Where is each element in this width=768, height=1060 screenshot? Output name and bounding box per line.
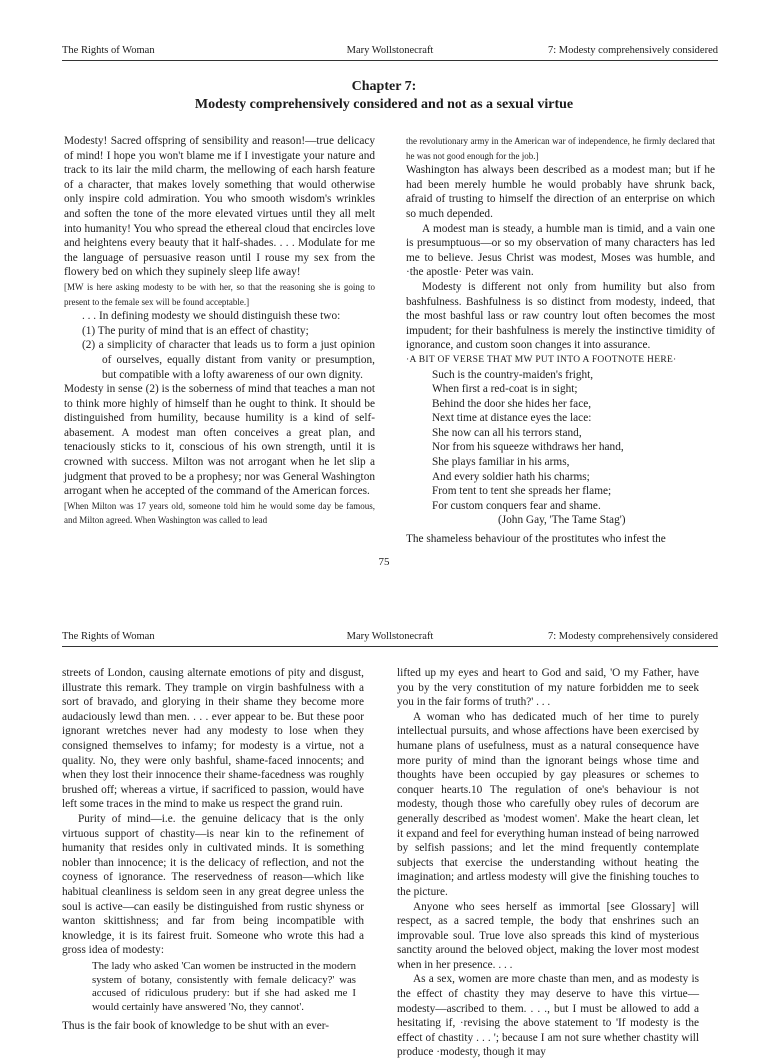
- verse-line: And every soldier hath his charms;: [432, 470, 590, 483]
- list-item: (2) a simplicity of character that leads us to form a just opinion of ourselves, equally distant from vanity or presumption, but compatible with a lofty awareness of our own dignity.: [82, 339, 375, 381]
- paragraph: Thus is the fair book of knowledge to be shut with an ever-: [62, 1020, 330, 1033]
- paragraph: As a sex, women are more chaste than men, and as modesty is the effect of chastity they may deserve to have this virtue—modesty—ascribed to them. . . ., but I must be allowed to add a hesitating if, ·revising the above statement to 'If modesty is the effect of chastity . . . '; because I am not sure whether chastity will produce ·modesty, though it may: [397, 973, 699, 1059]
- verse-line: She plays familiar in his arms,: [432, 456, 570, 469]
- left-column: [62, 666, 364, 1034]
- page-76: [0, 610, 768, 1059]
- page-number: 75: [378, 556, 390, 568]
- editor-note: [MW is here asking modesty to be with her, so that the reasoning she is going to present to the female sex will be found acceptable.]: [64, 281, 375, 307]
- paragraph: A modest man is steady, a humble man is timid, and a vain one is presumptuous—or so my observation of many characters has led me to believe. Jesus Christ was modest, Moses was humble, and ·the apostle· Peter was vain.: [406, 222, 715, 279]
- verse-line: Next time at distance eyes the lace:: [432, 412, 592, 425]
- paragraph: Anyone who sees herself as immortal [see Glossary] will respect, as a sacred temple, the body that enshrines such an improvable soul. True love also spreads this kind of mysterious sanctity around the beloved object, making the lover most modest when in her presence. . . .: [397, 900, 699, 971]
- block-quote: The lady who asked 'Can women be instructed in the modern system of botany, consistently with female delicacy?' was accused of ridiculous prudery: but if she had asked me I would certainly have answered 'No, they cannot'.: [92, 959, 357, 1014]
- verse-line: For custom conquers fear and shame.: [432, 499, 601, 512]
- chapter-title: Modesty comprehensively considered and not as a sexual virtue: [194, 97, 574, 112]
- editor-note: [When Milton was 17 years old, someone told him he would some day be famous, and Milton agreed. When Washington was called to lead: [64, 500, 375, 526]
- paragraph: lifted up my eyes and heart to God and said, 'O my Father, have you by the very constitution of my nature forbidden me to seek you in the fair forms of truth?' . . .: [397, 667, 699, 709]
- chapter-running-title: 7: Modesty comprehensively considered: [548, 45, 718, 56]
- paragraph: The shameless behaviour of the prostitutes who infest the: [406, 533, 666, 546]
- book-title: The Rights of Woman: [62, 631, 155, 642]
- paragraph: Modesty in sense (2) is the soberness of mind that teaches a man not to think more highly of himself than he ought to think. It should be distinguished from humility, because humility is a kind of self-abasement. A modest man often conceives a great plan, and tenaciously sticks to it, conscious of his own strength, until it is crowned with success. Milton was not arrogant when he let slip a judgment that proved to be a prophesy; nor was General Washington arrogant when he accepted of the command of the American forces.: [64, 383, 375, 498]
- paragraph: A woman who has dedicated much of her time to purely intellectual pursuits, and whose affections have been exercised by humane plans of usefulness, must as a natural consequence have more purity of mind than the ignorant beings whose time and thoughts have been occupied by gay pleasures or schemes to conquer hearts.10 The regulation of one's behaviour is not modesty, though those who carefully obey rules of decorum are generally described as 'modest women'. Make the heart clean, let it expand and feel for everything human instead of being narrowed by selfish passions; and let the mind frequently contemplate subjects that exercise the understanding without heating the imagination; and artless modesty will give the finishing touches to the picture.: [397, 710, 699, 898]
- paragraph: Purity of mind—i.e. the genuine delicacy that is the only virtuous support of chastity—is near kin to the refinement of humanity that resides only in cultivated minds. It is something nobler than innocence; it is the delicacy of reflection, and not the coyness of ignorance. The reservedness of reason—which like habitual cleanliness is seldom seen in any great degree unless the soul is active—can easily be distinguished from rustic shyness or wanton skittishness; and far from being incompatible with knowledge, it is its fairest fruit. Someone who wrote this had a gross idea of modesty:: [62, 812, 364, 957]
- verse-heading: ·A BIT OF VERSE THAT MW PUT INTO A FOOTNOTE HERE·: [406, 354, 677, 365]
- paragraph: streets of London, causing alternate emotions of pity and disgust, illustrate this remark. They trample on virgin bashfulness with a sort of bravado, and glorying in their shame they become more audaciously lewd than men. . . . ever appear to be. But these poor ignorant wretches never had any modesty to lose when they consigned themselves to infamy; for modesty is a virtue, not a quality. No, they were only bashful, shame-faced innocents; and when they lost their innocence their shame-facedness was roughly brushed off; whereas a virtue, if sacrificed to passion, would have left some traces in the mind to make us respect the grand ruin.: [62, 667, 364, 811]
- verse-line: Nor from his squeeze withdraws her hand,: [432, 441, 624, 454]
- paragraph: Washington has always been described as a modest man; but if he had been merely humble he would probably have shrunk back, afraid of trusting to himself the direction of an enterprise on which so much depended.: [406, 164, 715, 220]
- paragraph: Modesty is different not only from humility but also from bashfulness. Bashfulness is so distinct from modesty, indeed, that the most bashful lass or raw country lout often becomes the most impudent; for their bashfulness is merely the instinctive timidity of ignorance, and custom soon changes it into assurance.: [406, 280, 715, 352]
- left-column: [64, 134, 375, 528]
- right-column: [406, 134, 715, 547]
- list-item: (1) The purity of mind that is an effect of chastity;: [82, 324, 309, 337]
- book-title: The Rights of Woman: [62, 45, 155, 56]
- verse: [406, 368, 715, 529]
- verse-credit: (John Gay, 'The Tame Stag'): [498, 514, 626, 527]
- verse-line: When first a red-coat is in sight;: [432, 383, 578, 396]
- verse-line: Such is the country-maiden's fright,: [432, 368, 594, 381]
- editor-note: the revolutionary army in the American war of independence, he firmly declared that he was not good enough for the job.]: [406, 136, 715, 161]
- verse-line: From tent to tent she spreads her flame;: [432, 485, 612, 498]
- paragraph: . . . In defining modesty we should distinguish these two:: [82, 310, 341, 323]
- author-name: Mary Wollstonecraft: [346, 45, 434, 56]
- verse-line: She now can all his terrors stand,: [432, 426, 582, 439]
- running-head: [62, 630, 718, 647]
- author-name: Mary Wollstonecraft: [346, 631, 434, 642]
- chapter-heading: [0, 78, 768, 114]
- chapter-running-title: 7: Modesty comprehensively considered: [548, 631, 718, 642]
- paragraph: Modesty! Sacred offspring of sensibility and reason!—true delicacy of mind! I hope you won't blame me if I investigate your nature and track to its lair the mild charm, the mellowing of each harsh feature of a character, that makes lovely something that would otherwise only inspire cold admiration. You who smooth wisdom's wrinkles and soften the tone of the more elevated virtues until they all melt into humanity! You who spread the ethereal cloud that encircles love and heightens every beauty that it half-shades. . . . Modulate for me the language of persuasive reason until I rouse my sex from the flowery bed on which they supinely sleep life away!: [64, 135, 375, 279]
- running-head: [62, 44, 718, 61]
- right-column: [397, 666, 699, 1060]
- chapter-number: Chapter 7:: [351, 79, 417, 94]
- verse-line: Behind the door she hides her face,: [432, 397, 592, 410]
